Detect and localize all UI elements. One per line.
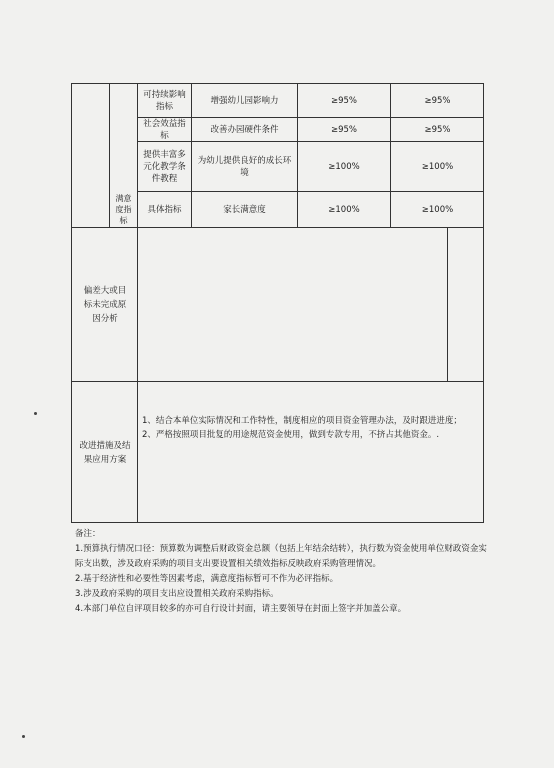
content-cell: 家长满意度: [223, 204, 266, 215]
deviation-content: [138, 228, 447, 381]
notes-section: [75, 527, 495, 617]
satisfaction-category: 满意度指标: [115, 194, 132, 225]
indicator-cell: 具体指标: [147, 204, 182, 215]
scan-speck: [34, 412, 37, 415]
note-item: 2.基于经济性和必要性等因素考虑，满意度指标暂可不作为必评指标。: [75, 574, 339, 584]
deviation-label: 偏差大或目标未完成原因分析: [83, 285, 127, 324]
indicator-cell: 提供丰富多元化教学条件教程: [143, 149, 186, 184]
note-item: 1.预算执行情况口径：预算数为调整后财政资金总额（包括上年结余结转），执行数为资金使用单位财政资金实际支出数，涉及政府采购的项目支出要设置相关绩效指标反映政府采购管理情况。: [75, 544, 487, 569]
content-cell: 为幼儿提供良好的成长环境: [197, 155, 292, 178]
improvement-label: 改进措施及结果应用方案: [79, 440, 131, 465]
content-cell: 改善办园硬件条件: [210, 124, 279, 135]
notes-title: 备注：: [75, 529, 101, 539]
target-cell: ≥100%: [328, 161, 360, 172]
target-cell: ≥100%: [328, 204, 360, 215]
improvement-item: 1、结合本单位实际情况和工作特性，制度相应的项目资金管理办法，及时跟进进度；: [142, 416, 462, 426]
scan-speck: [22, 735, 25, 738]
note-item: 4.本部门单位自评项目较多的亦可自行设计封面，请主要领导在封面上签字并加盖公章。: [75, 604, 407, 614]
note-item: 3.涉及政府采购的项目支出应设置相关政府采购指标。: [75, 589, 279, 599]
content-cell: 增强幼儿园影响力: [210, 95, 279, 106]
indicator-cell: 可持续影响指标: [143, 89, 186, 112]
indicator-cell: 社会效益指标: [143, 118, 186, 141]
actual-cell: ≥100%: [421, 204, 454, 215]
target-cell: ≥95%: [330, 95, 357, 106]
actual-cell: ≥100%: [421, 161, 454, 172]
target-cell: ≥95%: [330, 124, 357, 135]
improvement-item: 2、严格按照项目批复的用途规范资金使用，做到专款专用，不挤占其他资金。.: [142, 430, 440, 440]
actual-cell: ≥95%: [424, 95, 451, 106]
col-divider: [447, 227, 448, 381]
performance-table: [71, 83, 484, 523]
actual-cell: ≥95%: [424, 124, 451, 135]
improvement-content: [140, 414, 480, 474]
